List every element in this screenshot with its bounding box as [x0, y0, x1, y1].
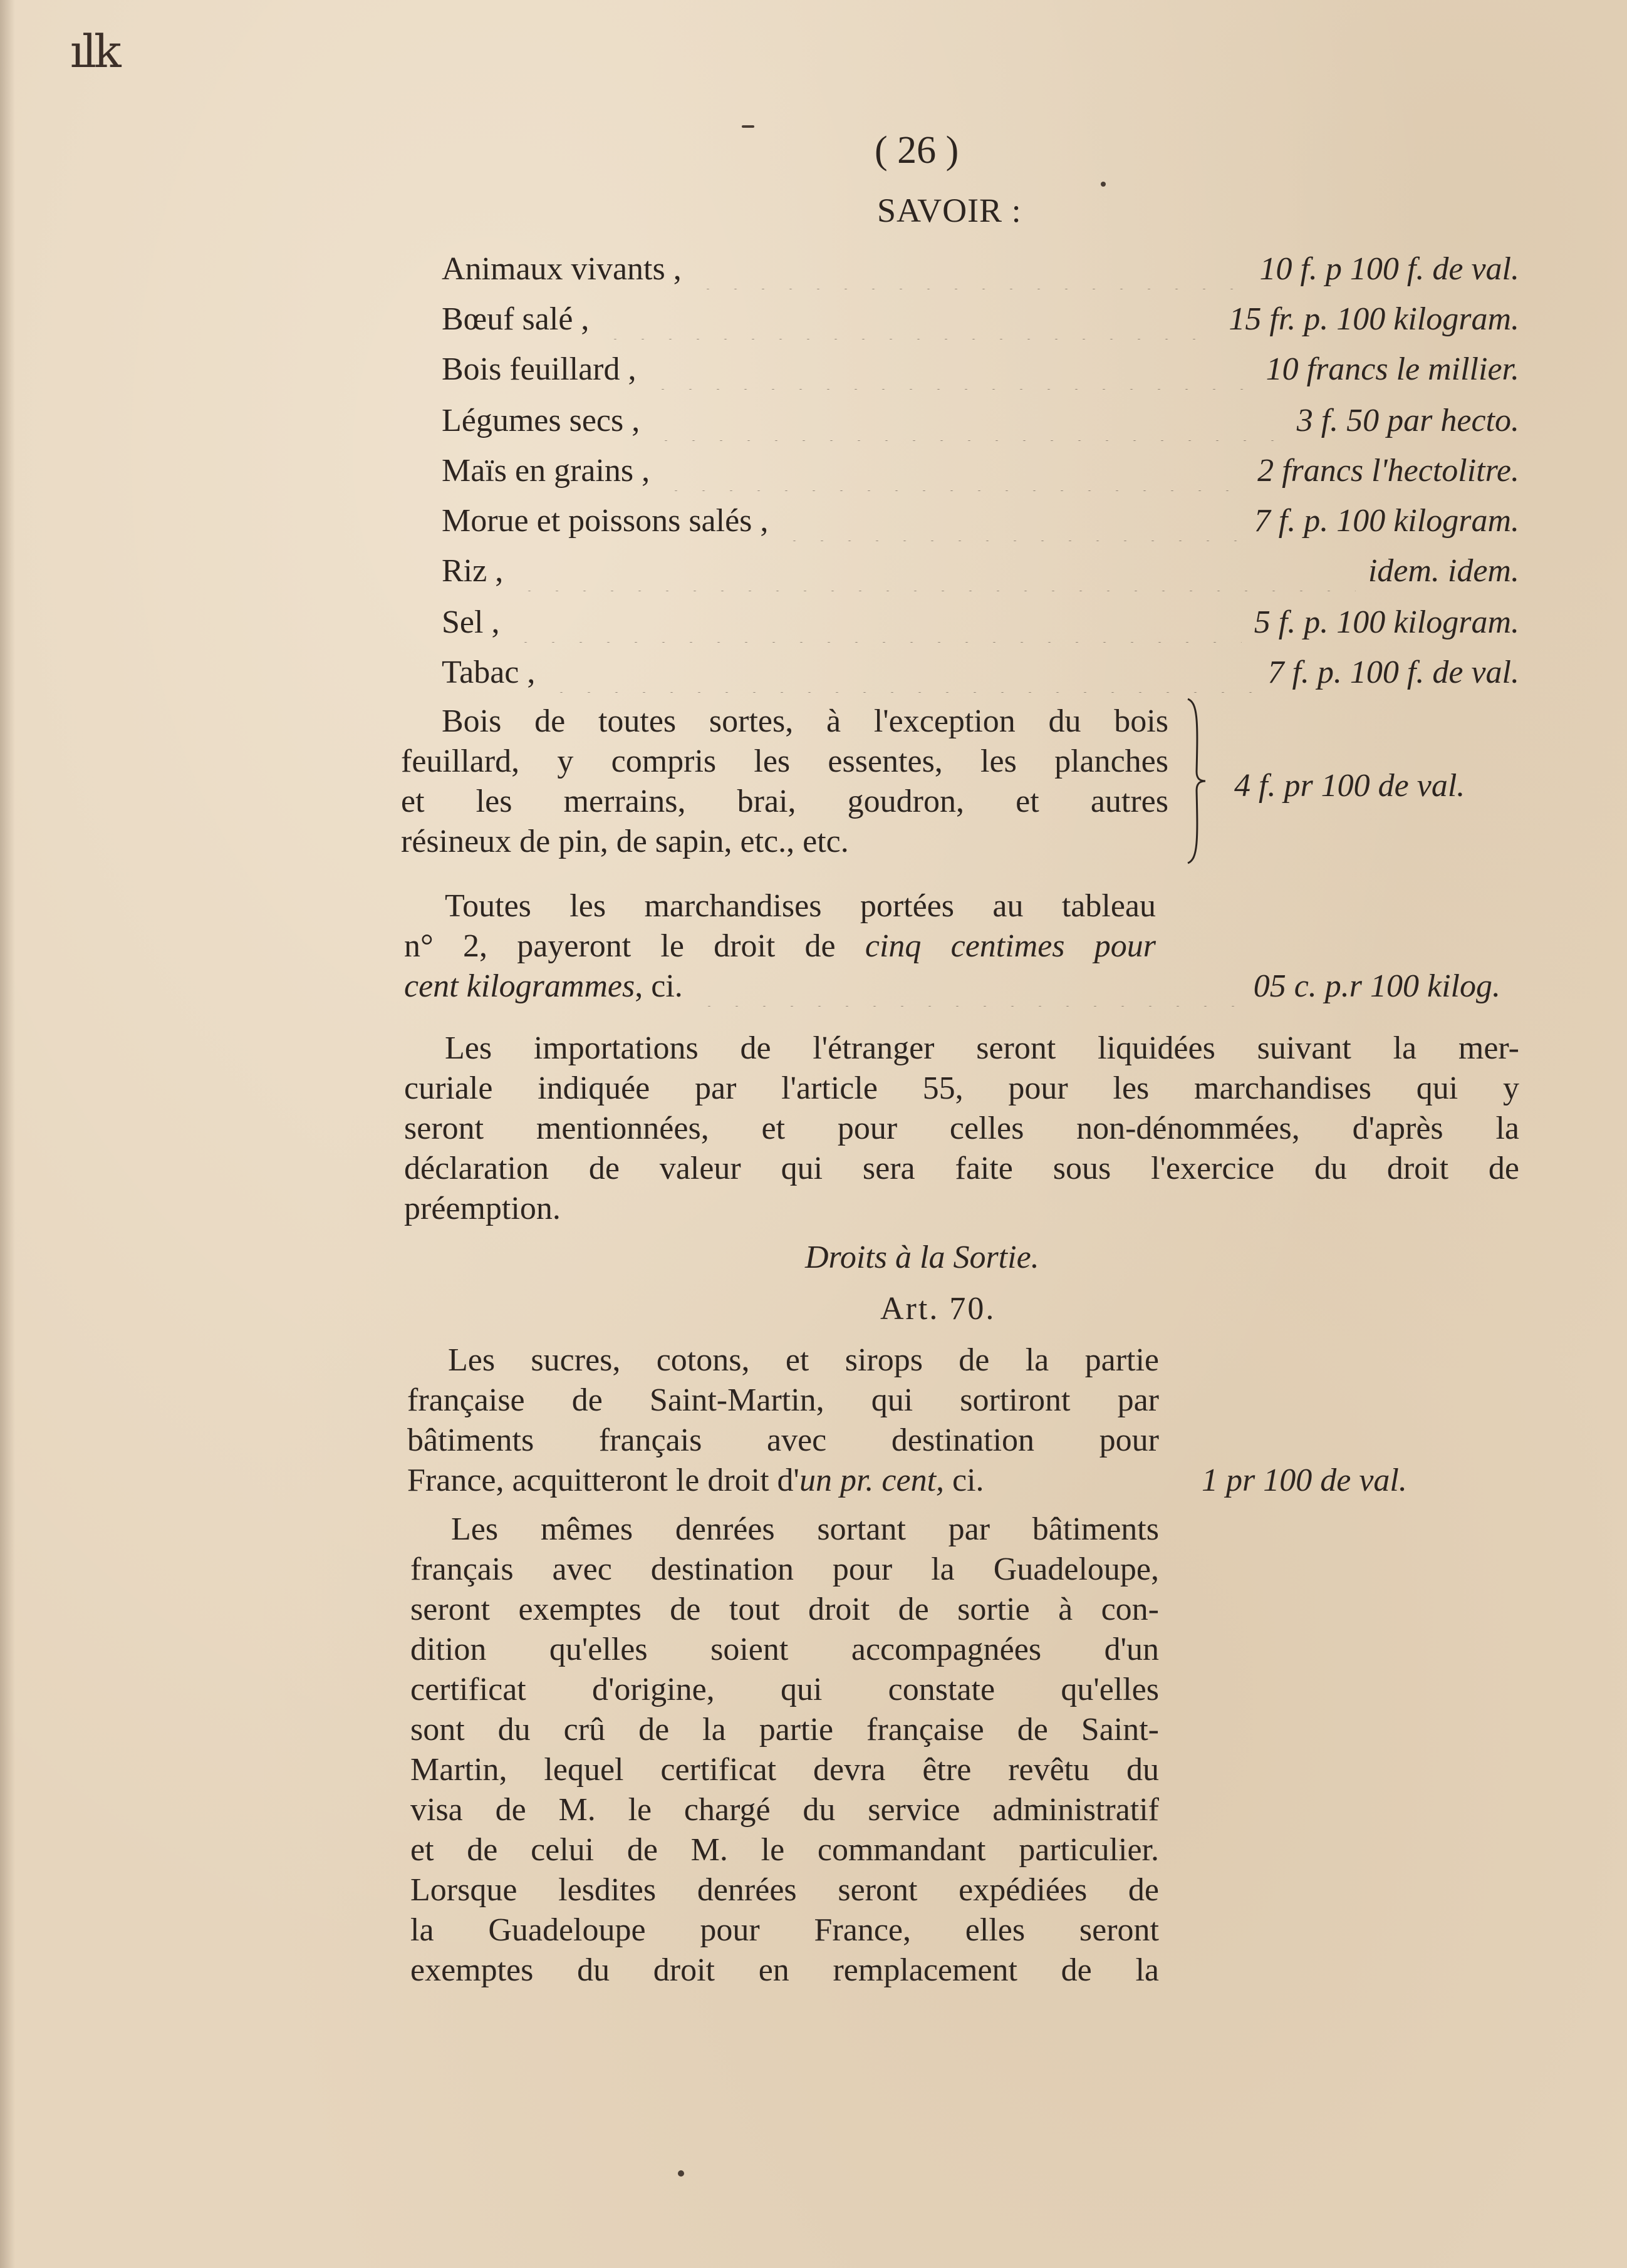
- tariff-item: Riz ,: [442, 553, 504, 589]
- tariff-item: Morue et poissons salés ,: [442, 503, 769, 539]
- memes-line: Martin, lequel certificat devra être revêtu du: [410, 1752, 1159, 1788]
- leader-dots: [649, 350, 1254, 390]
- sucres-rate: 1 pr 100 de val.: [1202, 1463, 1407, 1498]
- bois-line: Bois de toutes sortes, à l'exception du bois: [442, 703, 1168, 739]
- sucres-ci: ci.: [944, 1463, 984, 1498]
- sucres-paragraph: [407, 1340, 1159, 1501]
- toutes-line-text: n° 2, payeront le droit de: [404, 928, 865, 964]
- tariff-item: Bœuf salé ,: [442, 301, 590, 337]
- memes-line: Les mêmes denrées sortant par bâtiments: [451, 1511, 1159, 1547]
- bois-line: feuillard, y compris les essentes, les planches: [401, 743, 1168, 779]
- leader-dots: [512, 603, 1242, 643]
- tariff-row: [442, 551, 1519, 591]
- page-edge-shadow: [0, 0, 15, 2268]
- sucres-line: [407, 1461, 1159, 1501]
- tariff-rate: 3 f. 50 par hecto.: [1296, 403, 1519, 438]
- leader-dots: [601, 299, 1216, 339]
- memes-line: certificat d'origine, qui constate qu'elles: [410, 1672, 1159, 1707]
- toutes-line: [404, 926, 1156, 966]
- toutes-line-italic: cinq centimes pour: [865, 928, 1157, 964]
- tariff-item: Maïs en grains ,: [442, 453, 650, 489]
- paper-speck: [742, 125, 754, 128]
- toutes-italic: cent kilogrammes: [404, 968, 635, 1004]
- bois-line: résineux de pin, de sapin, etc., etc.: [401, 824, 849, 859]
- toutes-last-row: [404, 966, 1500, 1007]
- memes-line: visa de M. le chargé du service administratif: [410, 1792, 1159, 1828]
- importations-line: seront mentionnées, et pour celles non-dénommées, d'après la: [404, 1111, 1519, 1146]
- memes-paragraph: [410, 1509, 1159, 1991]
- memes-line: la Guadeloupe pour France, elles seront: [410, 1912, 1159, 1948]
- savoir-heading: SAVOIR :: [877, 192, 1022, 229]
- library-stamp: ılk: [70, 25, 119, 78]
- tariff-rate: 15 fr. p. 100 kilogram.: [1229, 301, 1519, 337]
- bois-paragraph: [401, 702, 1168, 862]
- tariff-row: [442, 401, 1519, 441]
- bois-rate: 4 f. pr 100 de val.: [1234, 768, 1465, 804]
- paper-speck: [678, 2170, 684, 2177]
- tariff-item: Bois feuillard ,: [442, 351, 637, 387]
- tariff-row: [442, 603, 1519, 643]
- toutes-line: Toutes les marchandises portées au tableau: [445, 888, 1156, 924]
- memes-line: seront exemptes de tout droit de sortie à con-: [410, 1592, 1159, 1627]
- leader-dots: [652, 401, 1284, 441]
- paper-speck: [1101, 182, 1106, 187]
- leader-dots: [694, 249, 1247, 289]
- memes-line: et de celui de M. le commandant particulier.: [410, 1832, 1159, 1868]
- sucres-line: Les sucres, cotons, et sirops de la partie: [448, 1342, 1159, 1378]
- leader-dots: [516, 551, 1356, 591]
- sucres-line: française de Saint-Martin, qui sortiront par: [407, 1382, 1159, 1418]
- toutes-item: [404, 966, 683, 1007]
- bois-line: et les merrains, brai, goudron, et autres: [401, 784, 1168, 819]
- tariff-item: Sel ,: [442, 604, 500, 640]
- leader-dots: [695, 966, 1241, 1007]
- tariff-row: [442, 451, 1519, 491]
- leader-dots: [662, 451, 1245, 491]
- tariff-item: Animaux vivants ,: [442, 251, 682, 287]
- importations-line: déclaration de valeur qui sera faite sous l'exercice du droit de: [404, 1151, 1519, 1186]
- memes-line: français avec destination pour la Guadeloupe,: [410, 1551, 1159, 1587]
- section-title: Droits à la Sortie.: [805, 1240, 1039, 1275]
- toutes-paragraph: [404, 886, 1156, 966]
- tariff-rate: 7 f. p. 100 f. de val.: [1267, 655, 1519, 690]
- tariff-row: [442, 350, 1519, 390]
- memes-line: dition qu'elles soient accompagnées d'un: [410, 1632, 1159, 1667]
- importations-paragraph: [404, 1028, 1519, 1229]
- tariff-rate: 2 francs l'hectolitre.: [1257, 453, 1519, 489]
- memes-line: sont du crû de la partie française de Saint-: [410, 1712, 1159, 1748]
- tariff-row: [442, 249, 1519, 289]
- tariff-rate: 10 francs le millier.: [1266, 351, 1519, 387]
- sucres-italic: un pr. cent,: [799, 1463, 945, 1498]
- tariff-rate: 10 f. p 100 f. de val.: [1259, 251, 1519, 287]
- toutes-ci: , ci.: [635, 968, 683, 1004]
- tariff-item: Légumes secs ,: [442, 403, 640, 438]
- sucres-text: France, acquitteront le droit d': [407, 1463, 799, 1498]
- page-number: ( 26 ): [875, 129, 959, 172]
- importations-line: curiale indiquée par l'article 55, pour les marchandises qui y: [404, 1070, 1519, 1106]
- sucres-line: bâtiments français avec destination pour: [407, 1422, 1159, 1458]
- tariff-rate: 5 f. p. 100 kilogram.: [1254, 604, 1519, 640]
- tariff-row: [442, 299, 1519, 339]
- tariff-rate: 7 f. p. 100 kilogram.: [1254, 503, 1519, 539]
- leader-dots: [548, 653, 1255, 693]
- memes-line: exemptes du droit en remplacement de la: [410, 1952, 1159, 1988]
- importations-line: Les importations de l'étranger seront liquidées suivant la mer-: [445, 1030, 1519, 1066]
- leader-dots: [781, 501, 1242, 541]
- tariff-item: Tabac ,: [442, 655, 536, 690]
- importations-line: préemption.: [404, 1191, 561, 1226]
- tariff-row: [442, 653, 1519, 693]
- memes-line: Lorsque lesdites denrées seront expédiées de: [410, 1872, 1159, 1908]
- toutes-rate: 05 c. p.r 100 kilog.: [1253, 968, 1500, 1004]
- article-label: Art. 70.: [880, 1291, 996, 1327]
- tariff-rate: idem. idem.: [1368, 553, 1519, 589]
- curly-brace: [1184, 696, 1209, 866]
- tariff-row: [442, 501, 1519, 541]
